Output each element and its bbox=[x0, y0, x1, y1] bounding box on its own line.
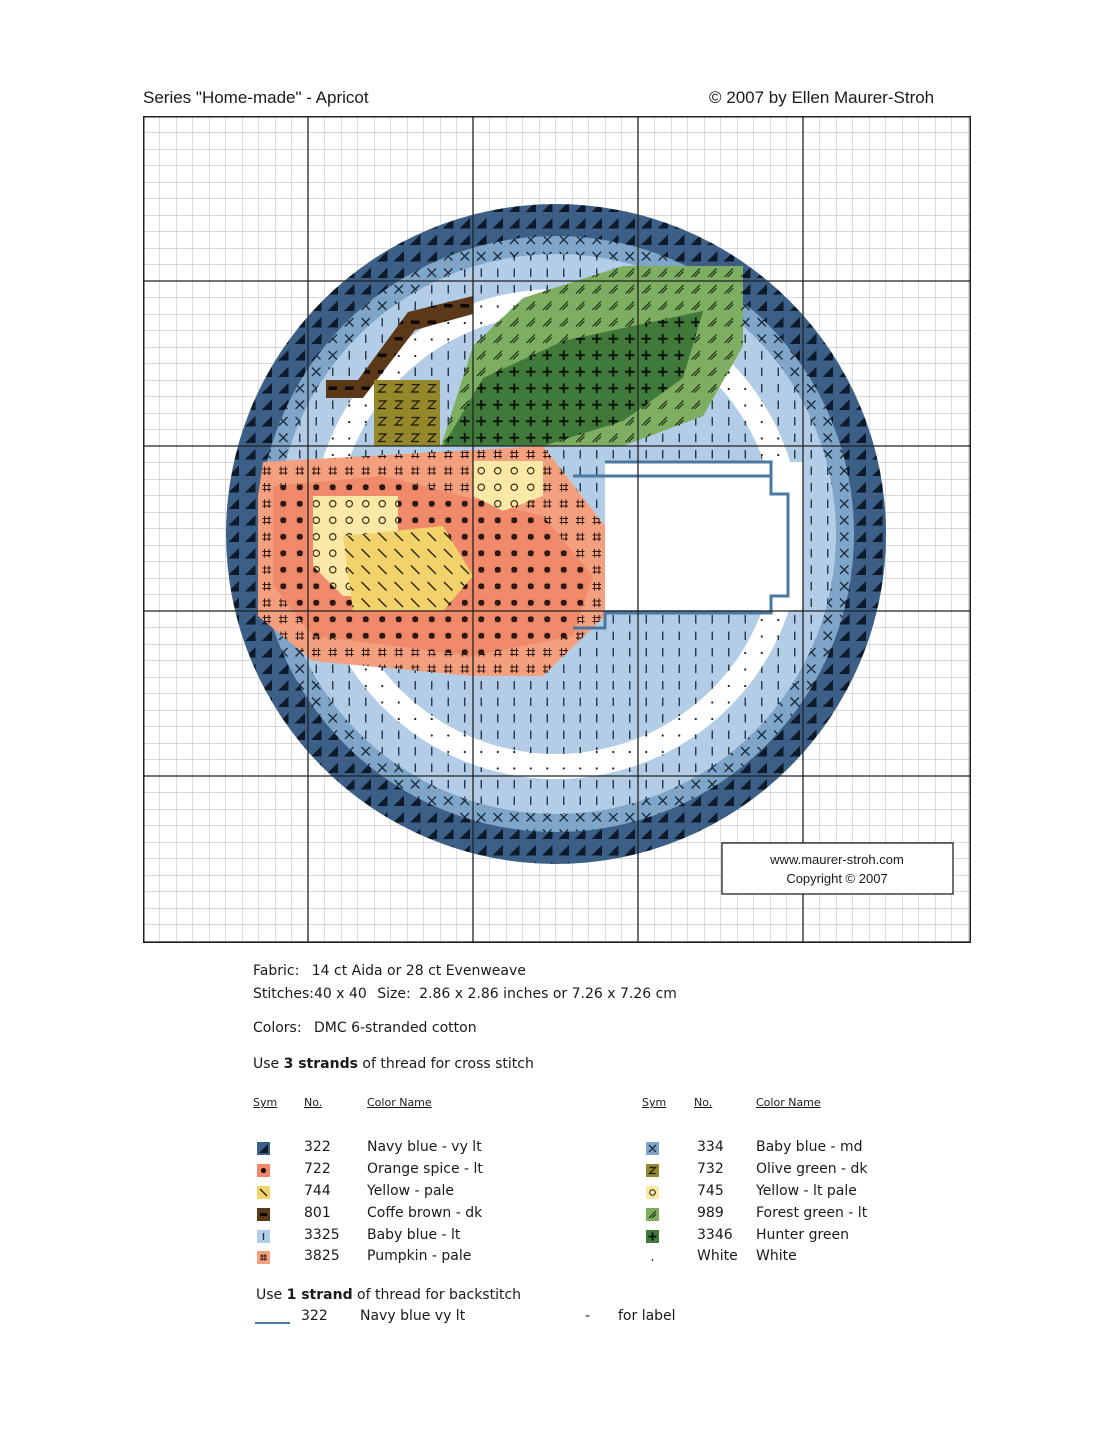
backslash-icon bbox=[257, 1186, 270, 1199]
stitch-chart bbox=[143, 116, 971, 943]
label-area-background bbox=[605, 462, 803, 610]
hash-icon bbox=[257, 1251, 270, 1264]
stitches-value: 40 x 40 bbox=[313, 986, 367, 1002]
legend-no-732: 732 bbox=[697, 1161, 724, 1177]
backstitch-dash: - bbox=[585, 1308, 591, 1324]
legend-name-989: Forest green - lt bbox=[756, 1205, 868, 1221]
colors-label: Colors: bbox=[253, 1020, 302, 1036]
fabric-label: Fabric: bbox=[253, 963, 300, 979]
legend-name-334: Baby blue - md bbox=[756, 1139, 863, 1155]
small-dot-icon bbox=[646, 1251, 659, 1264]
legend-header-no-right: No. bbox=[694, 1096, 713, 1109]
legend-header-no: No. bbox=[304, 1096, 323, 1109]
cross-strands: 3 strands bbox=[283, 1056, 358, 1072]
legend-header-sym-right: Sym bbox=[642, 1096, 667, 1109]
backstitch-line bbox=[256, 1287, 521, 1303]
legend-no-722: 722 bbox=[304, 1161, 331, 1177]
colors-line bbox=[253, 1020, 477, 1036]
legend-no-745: 745 bbox=[697, 1183, 724, 1199]
legend-name-744: Yellow - pale bbox=[367, 1183, 455, 1199]
legend-no-334: 334 bbox=[697, 1139, 724, 1155]
legend-name-745: Yellow - lt pale bbox=[756, 1183, 857, 1199]
stem-olive-part bbox=[374, 380, 440, 446]
slash-icon bbox=[646, 1208, 659, 1221]
pattern-copyright: © 2007 by Ellen Maurer-Stroh bbox=[709, 88, 935, 107]
backstitch-name: Navy blue vy lt bbox=[360, 1308, 466, 1324]
colors-value: DMC 6-stranded cotton bbox=[314, 1020, 477, 1036]
legend-no-322: 322 bbox=[304, 1139, 331, 1155]
legend-name-3325: Baby blue - lt bbox=[367, 1227, 461, 1243]
website-label-line1: www.maurer-stroh.com bbox=[770, 852, 904, 867]
backstitch-line-icon bbox=[255, 1322, 290, 1324]
legend-header-name-right: Color Name bbox=[756, 1096, 821, 1109]
plus-icon bbox=[646, 1230, 659, 1243]
website-label-line2: Copyright © 2007 bbox=[786, 871, 888, 886]
legend-header-name: Color Name bbox=[367, 1096, 432, 1109]
fabric-line bbox=[253, 963, 526, 979]
legend-name-322: Navy blue - vy lt bbox=[367, 1139, 482, 1155]
stitches-label: Stitches: bbox=[253, 986, 314, 1002]
legend-name-white: White bbox=[756, 1248, 797, 1264]
back-post: of thread for backstitch bbox=[357, 1287, 522, 1303]
dot-icon bbox=[257, 1164, 270, 1177]
stitches-line bbox=[253, 986, 677, 1002]
legend-header-sym: Sym bbox=[253, 1096, 278, 1109]
legend-name-3346: Hunter green bbox=[756, 1227, 850, 1243]
back-strands: 1 strand bbox=[286, 1287, 353, 1303]
z-icon bbox=[646, 1164, 659, 1177]
legend-name-3825: Pumpkin - pale bbox=[367, 1248, 472, 1264]
cross-pre: Use bbox=[253, 1056, 280, 1072]
size-value: 2.86 x 2.86 inches or 7.26 x 7.26 cm bbox=[419, 986, 677, 1002]
legend-no-white: White bbox=[697, 1248, 738, 1264]
navy-triangle-icon bbox=[257, 1142, 270, 1155]
website-label-box bbox=[722, 843, 953, 894]
backstitch-no: 322 bbox=[301, 1308, 328, 1324]
fabric-value: 14 ct Aida or 28 ct Evenweave bbox=[311, 963, 526, 979]
bar-icon bbox=[257, 1230, 270, 1243]
x-icon bbox=[646, 1142, 659, 1155]
circle-icon bbox=[646, 1186, 659, 1199]
legend-name-801: Coffe brown - dk bbox=[367, 1205, 483, 1221]
legend-no-3825: 3825 bbox=[304, 1248, 340, 1264]
cross-stitch-line bbox=[253, 1056, 534, 1072]
legend-no-3346: 3346 bbox=[697, 1227, 733, 1243]
legend-no-989: 989 bbox=[697, 1205, 724, 1221]
size-label: Size: bbox=[377, 986, 411, 1002]
pattern-title: Series "Home-made" - Apricot bbox=[143, 88, 369, 107]
legend-name-732: Olive green - dk bbox=[756, 1161, 868, 1177]
legend-name-722: Orange spice - lt bbox=[367, 1161, 483, 1177]
dash-box-icon bbox=[257, 1208, 270, 1221]
cross-post: of thread for cross stitch bbox=[362, 1056, 534, 1072]
legend-no-744: 744 bbox=[304, 1183, 331, 1199]
back-pre: Use bbox=[256, 1287, 283, 1303]
legend-no-3325: 3325 bbox=[304, 1227, 340, 1243]
legend-no-801: 801 bbox=[304, 1205, 331, 1221]
backstitch-use: for label bbox=[618, 1308, 676, 1324]
